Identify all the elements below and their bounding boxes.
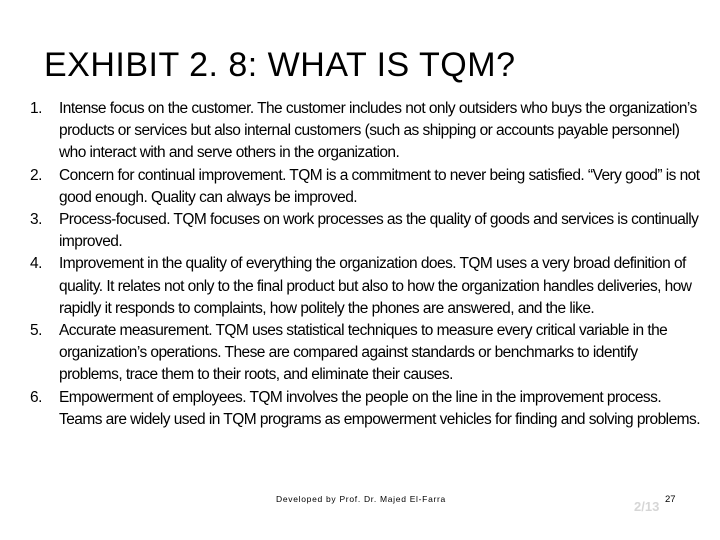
list-item-6 [30,387,700,431]
list-item-1 [30,98,700,165]
item-number: 4. [30,255,42,273]
footer-credit: Developed by Prof. Dr. Majed El-Farra [276,494,446,504]
list-item-2 [30,165,700,209]
page-number: 27 [665,494,676,505]
tqm-list [30,98,700,431]
item-text: Accurate measurement. TQM uses statistical techniques to measure every critical variable in the organization’s operations. These are compared against standards or benchmarks to identify problems, trace them to their roots, and eliminate their causes. [59,322,668,384]
item-number: 1. [30,100,42,117]
list-item-3 [30,209,700,253]
item-number: 5. [30,322,42,340]
item-number: 6. [30,388,42,406]
item-text: Concern for continual improvement. TQM is a commitment to never being satisfied. “Very good” is not good enough. Quality can always be improved. [59,166,700,206]
list-item-5 [30,320,700,387]
item-text: Intense focus on the customer. The customer includes not only outsiders who buys the organization’s products or services but also internal customers (such as shipping or accounts payable personnel) who interact with and serve others in the organization. [59,100,697,162]
item-text: Empowerment of employees. TQM involves the people on the line in the improvement process. Teams are widely used in TQM programs as empowerment vehicles for finding and solving problems. [59,388,700,428]
slide-title: EXHIBIT 2. 8: WHAT IS TQM? [44,46,516,84]
list-item-4 [30,253,700,320]
item-text: Process-focused. TQM focuses on work processes as the quality of goods and services is continually improved. [59,211,699,251]
item-text: Improvement in the quality of everything the organization does. TQM uses a very broad definition of quality. It relates not only to the final product but also to how the organization handles deliveries, how rapidly it responds to complaints, how politely the phones are answered, and the like. [59,255,692,317]
footer-faint-mark: 2/13 [634,499,660,514]
item-number: 3. [30,211,42,229]
item-number: 2. [30,166,42,184]
